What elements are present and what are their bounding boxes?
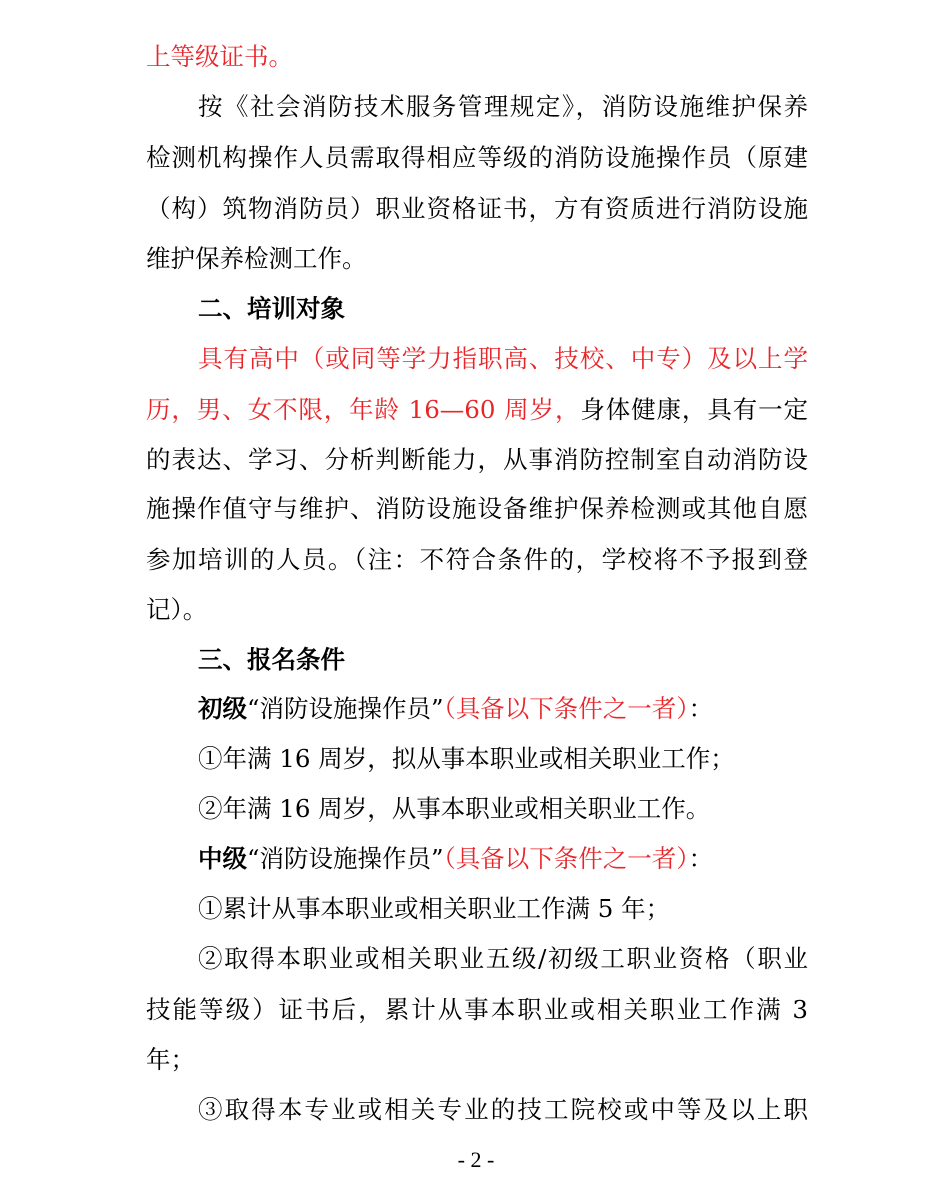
text: 施操作值守与维护、消防设施设备维护保养检测或其他自愿 xyxy=(146,494,808,523)
text: 技能等级）证书后，累计从事本职业或相关职业工作满 3 xyxy=(146,995,808,1024)
text-line xyxy=(198,844,808,874)
section-heading xyxy=(198,294,808,324)
text-line xyxy=(146,194,808,224)
text: ②年满 16 周岁，从事本职业或相关职业工作。 xyxy=(198,794,711,823)
text-line xyxy=(146,1045,808,1075)
level-label: 中级 xyxy=(198,844,247,873)
level-label: 初级 xyxy=(198,694,247,723)
text-line xyxy=(198,794,808,824)
text: ③取得本专业或相关专业的技工院校或中等及以上职 xyxy=(198,1095,808,1124)
text-red: 上等级证书。 xyxy=(146,42,293,71)
text: 身体健康，具有一定 xyxy=(580,395,808,424)
text: 按《社会消防技术服务管理规定》，消防设施维护保养 xyxy=(198,92,808,121)
text: 检测机构操作人员需取得相应等级的消防设施操作员（原建 xyxy=(146,143,808,172)
text-line xyxy=(146,143,808,173)
text-line xyxy=(198,944,808,974)
text-line xyxy=(146,42,808,72)
text: ： xyxy=(688,694,714,723)
text-line xyxy=(146,494,808,524)
text: ： xyxy=(688,844,714,873)
text-line xyxy=(146,445,808,475)
text-line xyxy=(198,894,808,924)
text-line xyxy=(146,995,808,1025)
text: ②取得本职业或相关职业五级/初级工职业资格（职业 xyxy=(198,944,808,973)
text-red: 历，男、女不限，年龄 16—60 周岁， xyxy=(146,395,581,424)
text-line xyxy=(198,344,808,374)
heading-text: 二、培训对象 xyxy=(198,294,345,323)
text-line xyxy=(146,595,808,625)
text: 的表达、学习、分析判断能力，从事消防控制室自动消防设 xyxy=(146,445,808,474)
text-line xyxy=(146,244,808,274)
section-heading xyxy=(198,645,808,675)
text-line xyxy=(146,545,808,575)
text: （构）筑物消防员）职业资格证书，方有资质进行消防设施 xyxy=(146,194,808,223)
text: 维护保养检测工作。 xyxy=(146,244,367,273)
text: ①年满 16 周岁，拟从事本职业或相关职业工作； xyxy=(198,744,735,773)
text: “消防设施操作员” xyxy=(247,844,444,873)
text: 年； xyxy=(146,1045,195,1074)
heading-text: 三、报名条件 xyxy=(198,645,345,674)
text: “消防设施操作员” xyxy=(247,694,444,723)
text: 记）。 xyxy=(146,595,208,624)
text-line xyxy=(198,1095,808,1125)
text-line xyxy=(198,92,808,122)
text: 参加培训的人员。（注：不符合条件的，学校将不予报到登 xyxy=(146,545,808,574)
text-line xyxy=(198,694,808,724)
text-red: （具备以下条件之一者） xyxy=(443,694,689,723)
text: ①累计从事本职业或相关职业工作满 5 年； xyxy=(198,894,671,923)
text-red: （具备以下条件之一者） xyxy=(443,844,689,873)
text-line xyxy=(198,744,808,774)
text-red: 具有高中（或同等学力指职高、技校、中专）及以上学 xyxy=(198,344,808,373)
text-line xyxy=(146,395,808,425)
page-number: - 2 - xyxy=(457,1147,495,1172)
